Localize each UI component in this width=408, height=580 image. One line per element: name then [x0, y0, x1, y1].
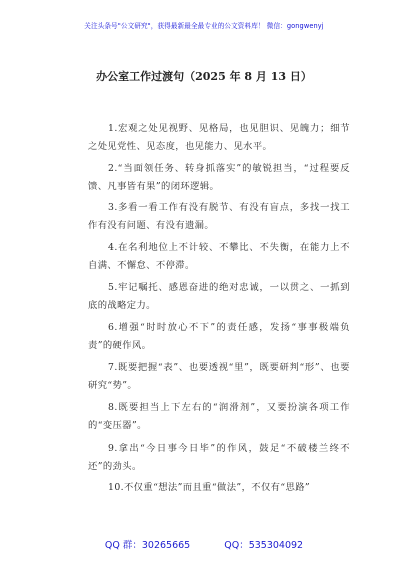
contact-footer	[0, 537, 408, 551]
list-item-5: 5.牢记嘱托、感恩奋进的绝对忠诚，一以贯之、一抓到底的战略定力。	[88, 282, 350, 311]
list-item-6: 6.增强“时时放心不下”的责任感，发扬“事事极端负责”的硬作风。	[88, 322, 350, 351]
list-item-1: 1.宏观之处见视野、见格局，也见胆识、见魄力；细节之处见党性、见态度，也见能力、见水平。	[88, 123, 350, 152]
list-item-7: 7.既要把握“表”、也要透视“里”，既要研判“形”、也要研究“势”。	[88, 362, 350, 391]
list-item-8: 8.既要担当上下左右的“润滑剂”，又要扮演各项工作的“变压器”。	[88, 402, 350, 431]
qq-number: QQ：535304092	[224, 540, 304, 551]
list-item-3: 3.多看一看工作有没有脱节、有没有盲点，多找一找工作有没有问题、有没有遗漏。	[88, 202, 350, 231]
list-item-4: 4.在名利地位上不计较、不攀比、不失衡，在能力上不自满、不懈怠、不停滞。	[88, 242, 350, 271]
list-item-9: 9.拿出“今日事今日毕”的作风，鼓足“不破楼兰终不还”的劲头。	[88, 443, 350, 472]
list-item-10: 10.不仅重“想法”而且重“做法”，不仅有“思路”	[108, 482, 311, 493]
list-item-2: 2.“当面领任务、转身抓落实”的敏锐担当，“过程要反馈、凡事皆有果”的闭环逻辑。	[88, 163, 350, 192]
qq-group: QQ 群：30265665	[104, 540, 191, 551]
document-title: 办公室工作过渡句（2025 年 8 月 13 日）	[96, 70, 312, 83]
promo-banner: 关注头条号"公文研究"，获得最新最全最专业的公文资料库！ 微信：gongwenyj	[84, 22, 324, 30]
